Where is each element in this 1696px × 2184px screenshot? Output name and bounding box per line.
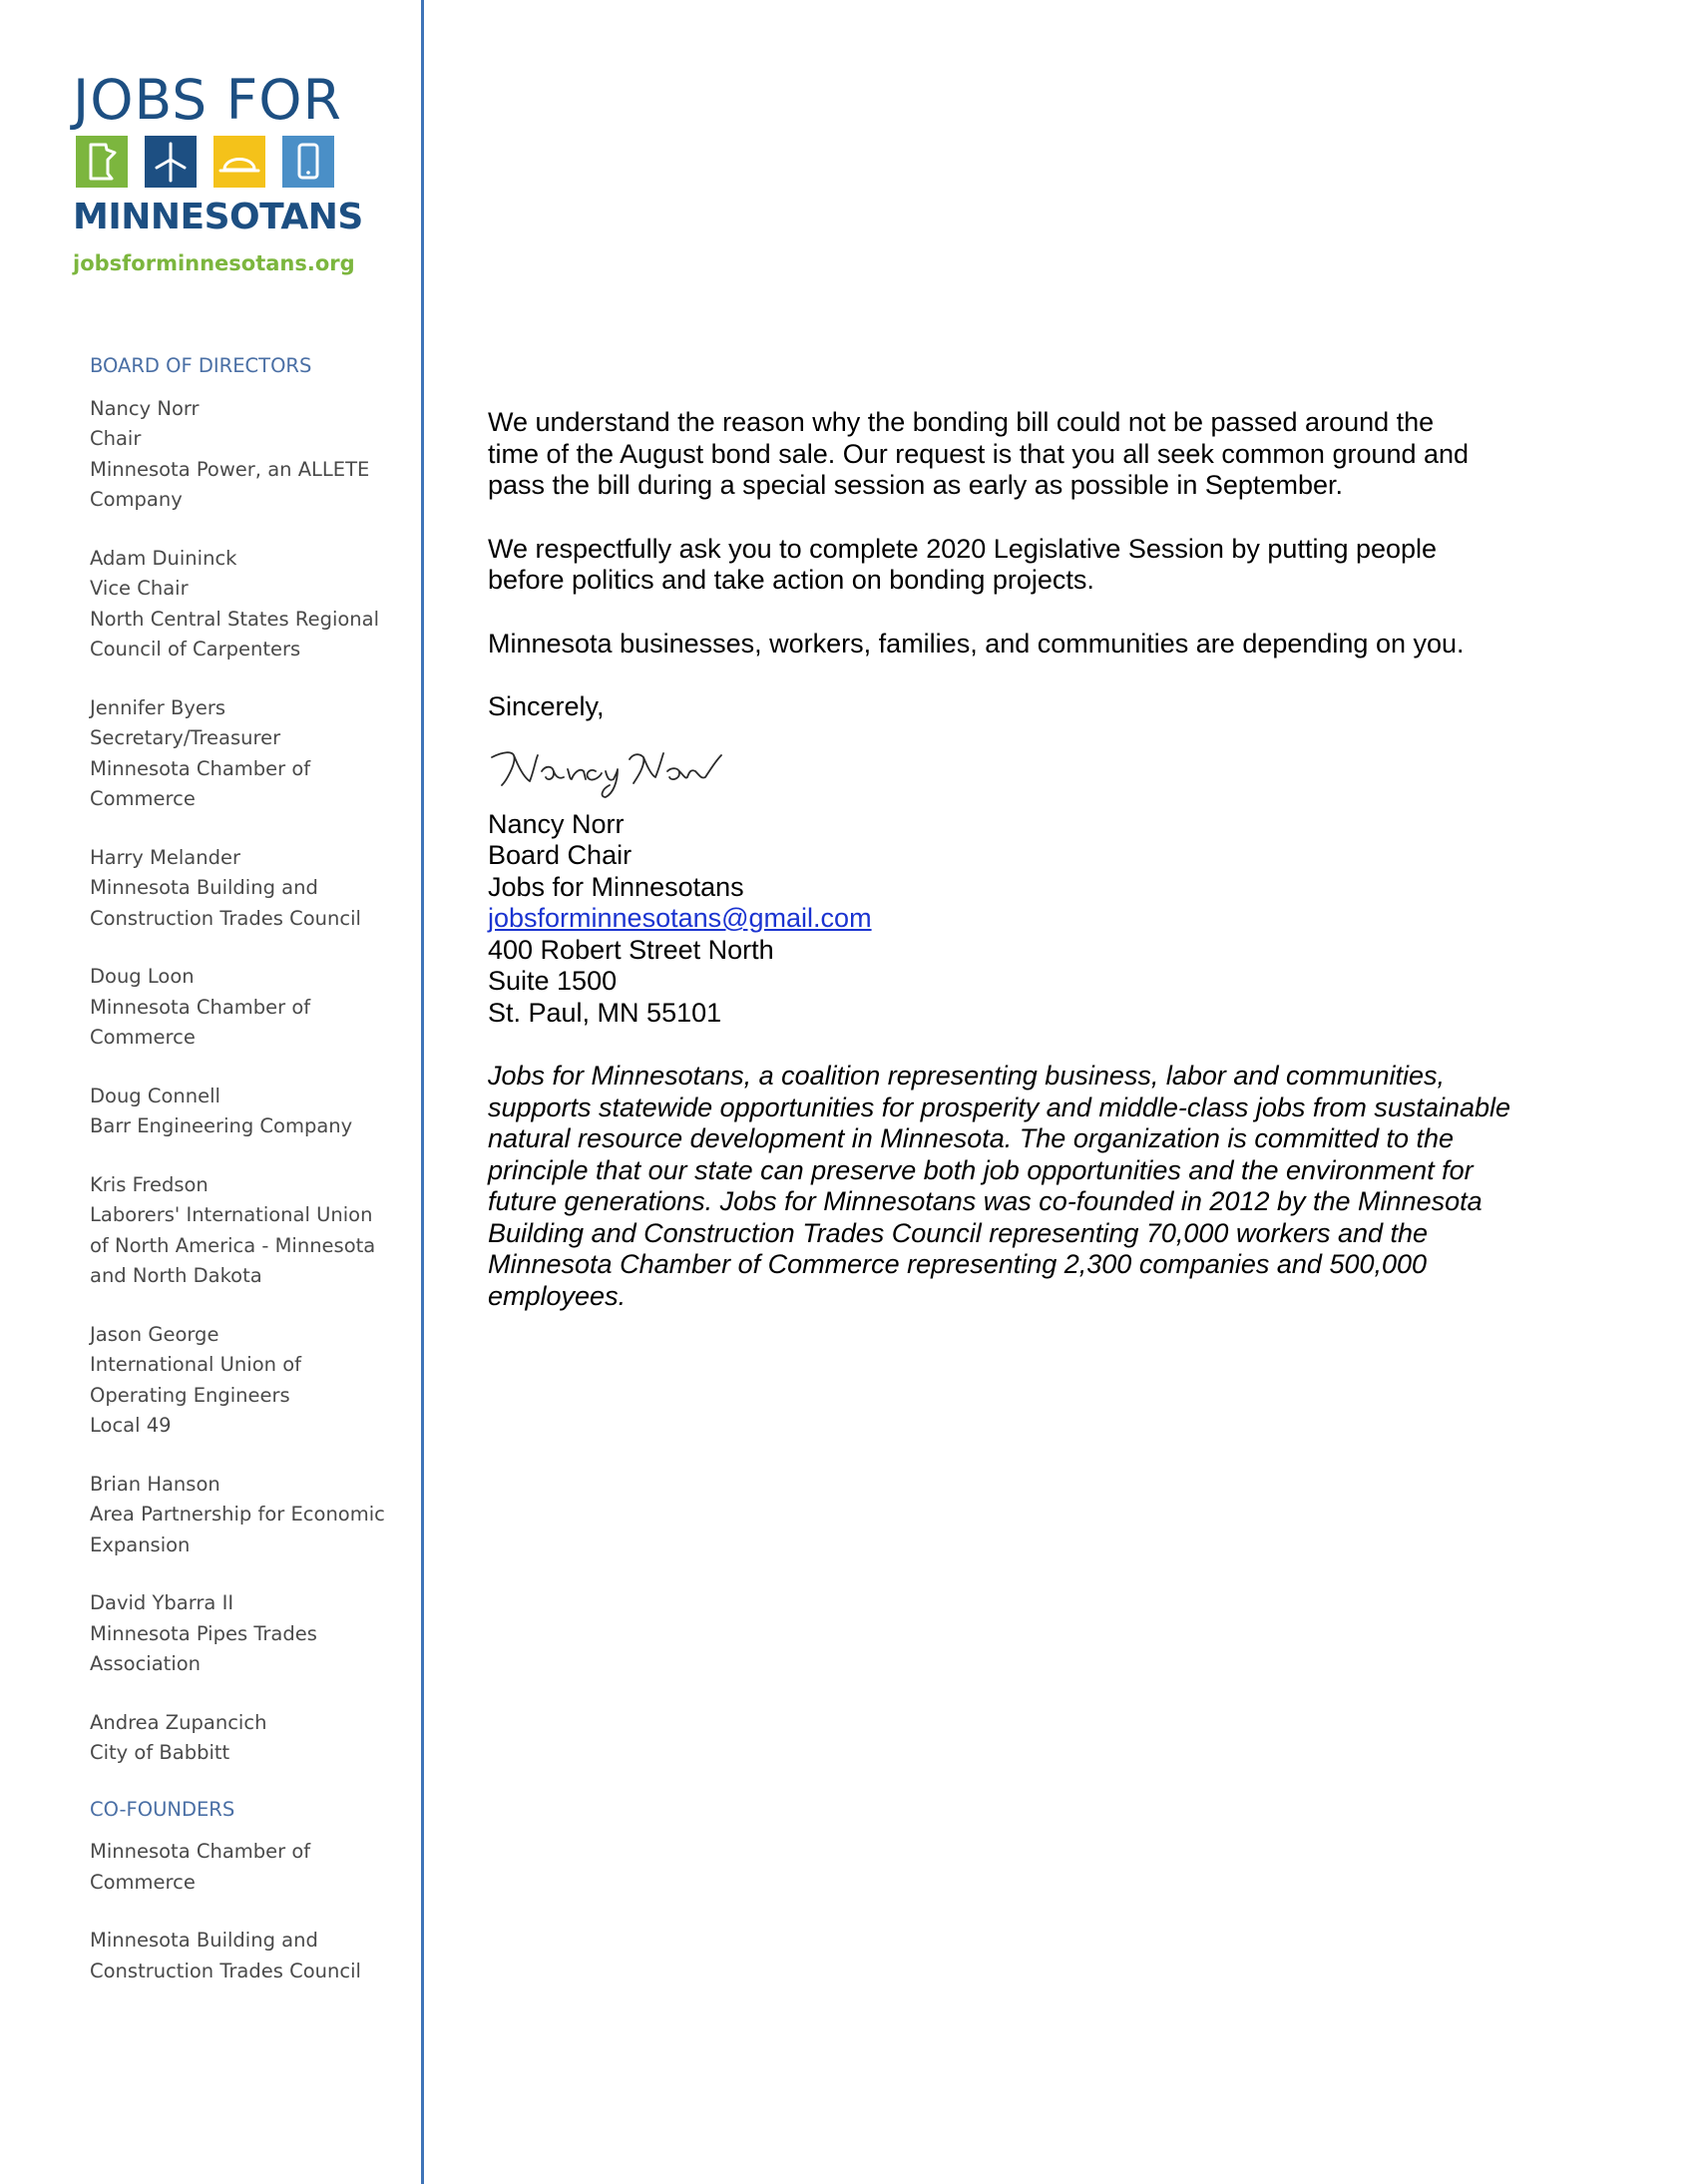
board-member [90, 1837, 419, 1898]
member-detail: Operating Engineers [90, 1383, 290, 1407]
board-heading: BOARD OF DIRECTORS [90, 354, 312, 377]
member-detail: Area Partnership for Economic [90, 1503, 385, 1526]
board-member [90, 1470, 419, 1561]
board-member [90, 544, 419, 665]
hard-hat-icon [213, 136, 265, 188]
boilerplate-line: supports statewide opportunities for prosperity and middle-class jobs from sustainable [488, 1092, 1511, 1122]
address-line: Suite 1500 [488, 966, 618, 996]
member-name: Doug Loon [90, 965, 195, 988]
board-member [90, 843, 419, 935]
member-name: Jennifer Byers [90, 695, 226, 719]
board-member [90, 1708, 419, 1769]
board-member [90, 962, 419, 1054]
paragraph-line: We respectfully ask you to complete 2020 Legislative Session by putting people [488, 533, 1438, 564]
member-detail: Chair [90, 427, 142, 450]
board-member [90, 1588, 419, 1680]
member-detail: of North America - Minnesota [90, 1233, 376, 1257]
member-detail: Laborers' International Union [90, 1203, 373, 1226]
minnesota-state-icon [76, 136, 128, 188]
boilerplate-line: Jobs for Minnesotans, a coalition representing business, labor and communities, [488, 1061, 1446, 1091]
member-detail: Company [90, 488, 183, 511]
boilerplate-line: principle that our state can preserve both job opportunities and the environment for [488, 1154, 1474, 1185]
closing: Sincerely, [488, 691, 605, 721]
member-detail: Minnesota Building and [90, 876, 318, 899]
paragraph-line: pass the bill during a special session as early as possible in September. [488, 470, 1343, 500]
sidebar-divider [421, 0, 424, 2184]
member-detail: Construction Trades Council [90, 1959, 361, 1982]
address-line: St. Paul, MN 55101 [488, 997, 722, 1028]
boilerplate-line: Building and Construction Trades Council representing 70,000 workers and the [488, 1217, 1429, 1248]
boilerplate-line: future generations. Jobs for Minnesotans was co-founded in 2012 by the Minnesota [488, 1186, 1483, 1216]
member-detail: Local 49 [90, 1414, 172, 1437]
letter-paragraph [488, 629, 1615, 660]
signer-title: Board Chair [488, 840, 633, 870]
boilerplate-line: employees. [488, 1280, 627, 1311]
member-name: Nancy Norr [90, 396, 200, 420]
member-detail: Construction Trades Council [90, 906, 361, 930]
member-detail: Vice Chair [90, 577, 189, 600]
paragraph-line: Minnesota businesses, workers, families, and communities are depending on you. [488, 628, 1465, 658]
signer-name: Nancy Norr [488, 808, 625, 839]
board-member [90, 693, 419, 815]
board-member [90, 1082, 419, 1142]
board-of-directors [90, 351, 419, 2014]
email-link[interactable]: jobsforminnesotans@gmail.com [488, 903, 872, 933]
member-detail: Minnesota Pipes Trades [90, 1621, 317, 1645]
wind-turbine-icon [145, 136, 197, 188]
member-name: Adam Duininck [90, 546, 237, 570]
cofounder-list [90, 1837, 419, 1986]
member-detail: Expansion [90, 1532, 191, 1556]
board-member [90, 1926, 419, 1986]
board-member-list [90, 394, 419, 1769]
member-detail: Minnesota Chamber of [90, 756, 311, 780]
logo-top-text: JOBS FOR [73, 68, 342, 132]
member-detail: Secretary/Treasurer [90, 726, 281, 749]
paragraph-line: before politics and take action on bonding projects. [488, 565, 1094, 595]
member-detail: International Union of [90, 1353, 301, 1376]
board-member [90, 1170, 419, 1292]
member-name: Harry Melander [90, 845, 240, 869]
board-member [90, 394, 419, 516]
letter-body [488, 407, 1615, 1312]
board-member [90, 1320, 419, 1442]
letter-paragraph [488, 534, 1615, 597]
boilerplate-line: Minnesota Chamber of Commerce representing 2,300 companies and 500,000 [488, 1249, 1428, 1279]
member-name: Brian Hanson [90, 1472, 220, 1496]
logo-tiles [73, 136, 372, 188]
member-detail: Barr Engineering Company [90, 1114, 353, 1137]
member-name: David Ybarra II [90, 1591, 234, 1614]
member-detail: Association [90, 1652, 202, 1675]
logo-bottom-text: MINNESOTANS [73, 197, 363, 237]
cofounders-heading: CO-FOUNDERS [90, 1797, 235, 1821]
member-detail: Minnesota Chamber of [90, 995, 311, 1019]
member-detail: Commerce [90, 1870, 196, 1894]
member-detail: Commerce [90, 1026, 196, 1049]
signer-organization: Jobs for Minnesotans [488, 871, 744, 902]
member-name: Doug Connell [90, 1084, 220, 1107]
letter-paragraphs [488, 407, 1615, 659]
member-name: Andrea Zupancich [90, 1710, 267, 1734]
member-detail: Council of Carpenters [90, 638, 301, 660]
member-detail: North Central States Regional [90, 607, 380, 631]
member-detail: and North Dakota [90, 1264, 262, 1287]
organization-boilerplate [488, 1061, 1615, 1312]
member-name: Minnesota Chamber of [90, 1840, 311, 1863]
member-name: Minnesota Building and [90, 1929, 318, 1952]
member-detail: Minnesota Power, an ALLETE [90, 457, 370, 481]
mobile-phone-icon [282, 136, 334, 188]
signature-block [488, 809, 1615, 1030]
address-line: 400 Robert Street North [488, 934, 774, 965]
boilerplate-line: natural resource development in Minnesota. The organization is committed to the [488, 1123, 1455, 1153]
paragraph-line: time of the August bond sale. Our request is that you all seek common ground and [488, 438, 1470, 469]
sidebar [0, 0, 421, 2184]
website-url[interactable]: jobsforminnesotans.org [73, 251, 355, 275]
member-detail: City of Babbitt [90, 1741, 230, 1764]
member-name: Jason George [90, 1322, 219, 1346]
paragraph-line: We understand the reason why the bonding bill could not be passed around the [488, 407, 1435, 437]
handwritten-signature [484, 741, 743, 801]
letter-paragraph [488, 407, 1615, 502]
organization-logo [73, 68, 372, 275]
member-name: Kris Fredson [90, 1172, 209, 1196]
member-detail: Commerce [90, 787, 196, 810]
